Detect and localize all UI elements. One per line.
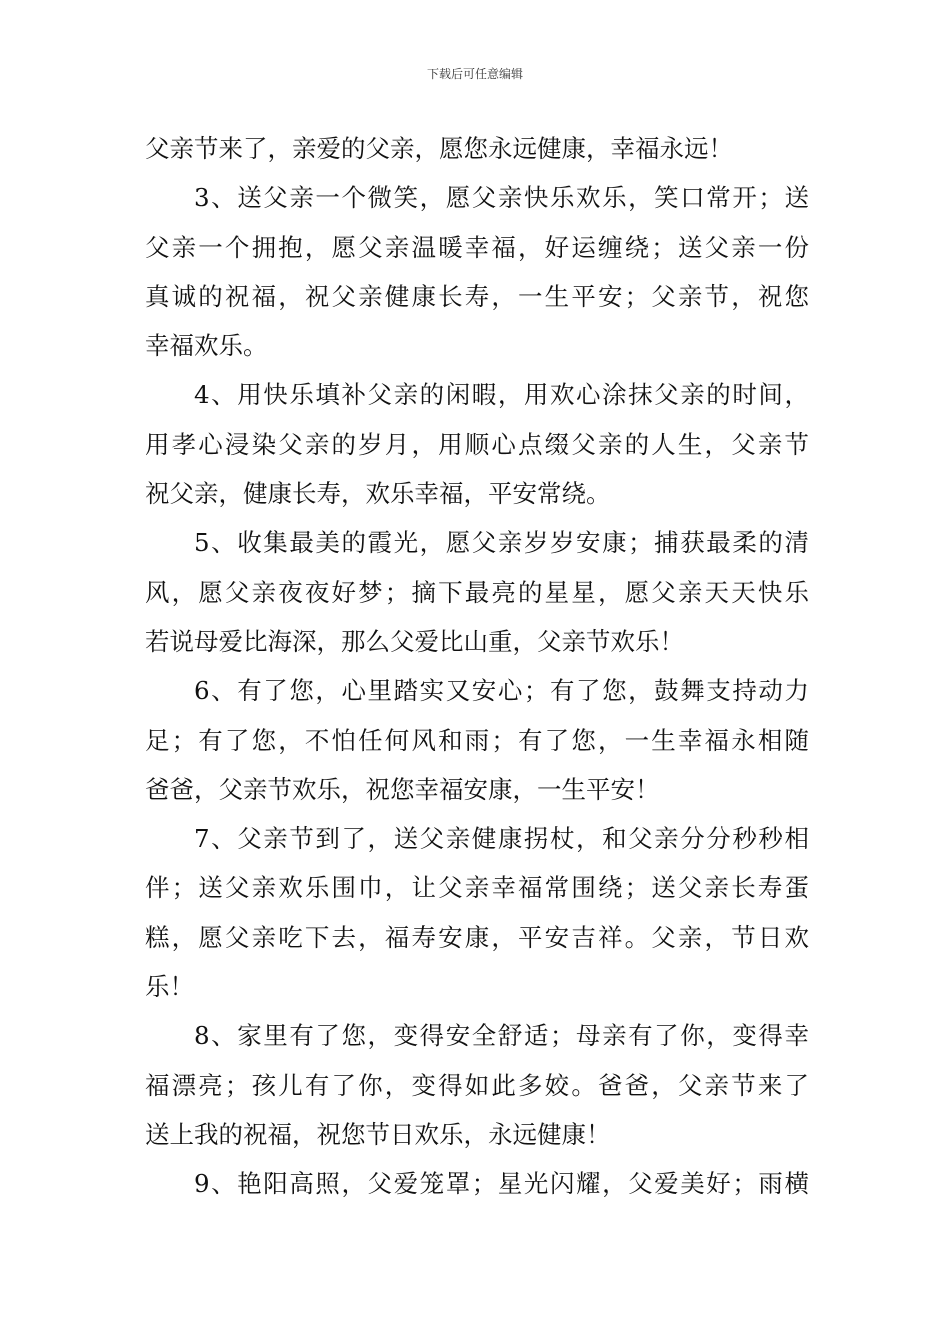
document-body — [145, 124, 809, 1209]
text-line: 幸福欢乐。 — [145, 331, 268, 361]
text-line: 8、家里有了您，变得安全舒适；母亲有了你，变得幸 — [194, 1021, 809, 1051]
text-line: 足；有了您，不怕任何风和雨；有了您，一生幸福永相随 — [145, 725, 809, 755]
page-header-note: 下载后可任意编辑 — [426, 67, 523, 81]
text-line: 9、艳阳高照，父爱笼罩；星光闪耀，父爱美好；雨横 — [194, 1169, 809, 1199]
text-line: 糕，愿父亲吃下去，福寿安康，平安吉祥。父亲，节日欢 — [145, 922, 809, 952]
text-line: 若说母爱比海深，那么父爱比山重，父亲节欢乐！ — [145, 626, 684, 656]
text-line: 福漂亮；孩儿有了你，变得如此多姣。爸爸，父亲节来了 — [145, 1070, 809, 1100]
text-line: 伴；送父亲欢乐围巾，让父亲幸福常围绕；送父亲长寿蛋 — [145, 873, 809, 903]
text-line: 4、用快乐填补父亲的闲暇，用欢心涂抹父亲的时间， — [194, 380, 809, 410]
text-line: 爸爸，父亲节欢乐，祝您幸福安康，一生平安！ — [145, 774, 660, 804]
text-line: 送上我的祝福，祝您节日欢乐，永远健康！ — [145, 1119, 611, 1149]
text-line: 父亲节来了，亲爱的父亲，愿您永远健康，幸福永远！ — [145, 134, 733, 163]
text-line: 3、送父亲一个微笑，愿父亲快乐欢乐，笑口常开；送 — [194, 183, 809, 213]
text-line: 5、收集最美的霞光，愿父亲岁岁安康；捕获最柔的清 — [194, 528, 809, 558]
text-line: 风，愿父亲夜夜好梦；摘下最亮的星星，愿父亲天天快乐 — [145, 577, 809, 607]
text-line: 用孝心浸染父亲的岁月，用顺心点缀父亲的人生，父亲节 — [145, 429, 809, 459]
text-line: 6、有了您，心里踏实又安心；有了您，鼓舞支持动力 — [194, 676, 809, 706]
text-line: 7、父亲节到了，送父亲健康拐杖，和父亲分分秒秒相 — [194, 824, 809, 854]
text-line: 祝父亲，健康长寿，欢乐幸福，平安常绕。 — [145, 479, 611, 509]
text-line: 真诚的祝福，祝父亲健康长寿，一生平安；父亲节，祝您 — [145, 281, 809, 311]
text-line: 乐！ — [145, 972, 194, 1002]
text-line: 父亲一个拥抱，愿父亲温暖幸福，好运缠绕；送父亲一份 — [145, 232, 809, 262]
